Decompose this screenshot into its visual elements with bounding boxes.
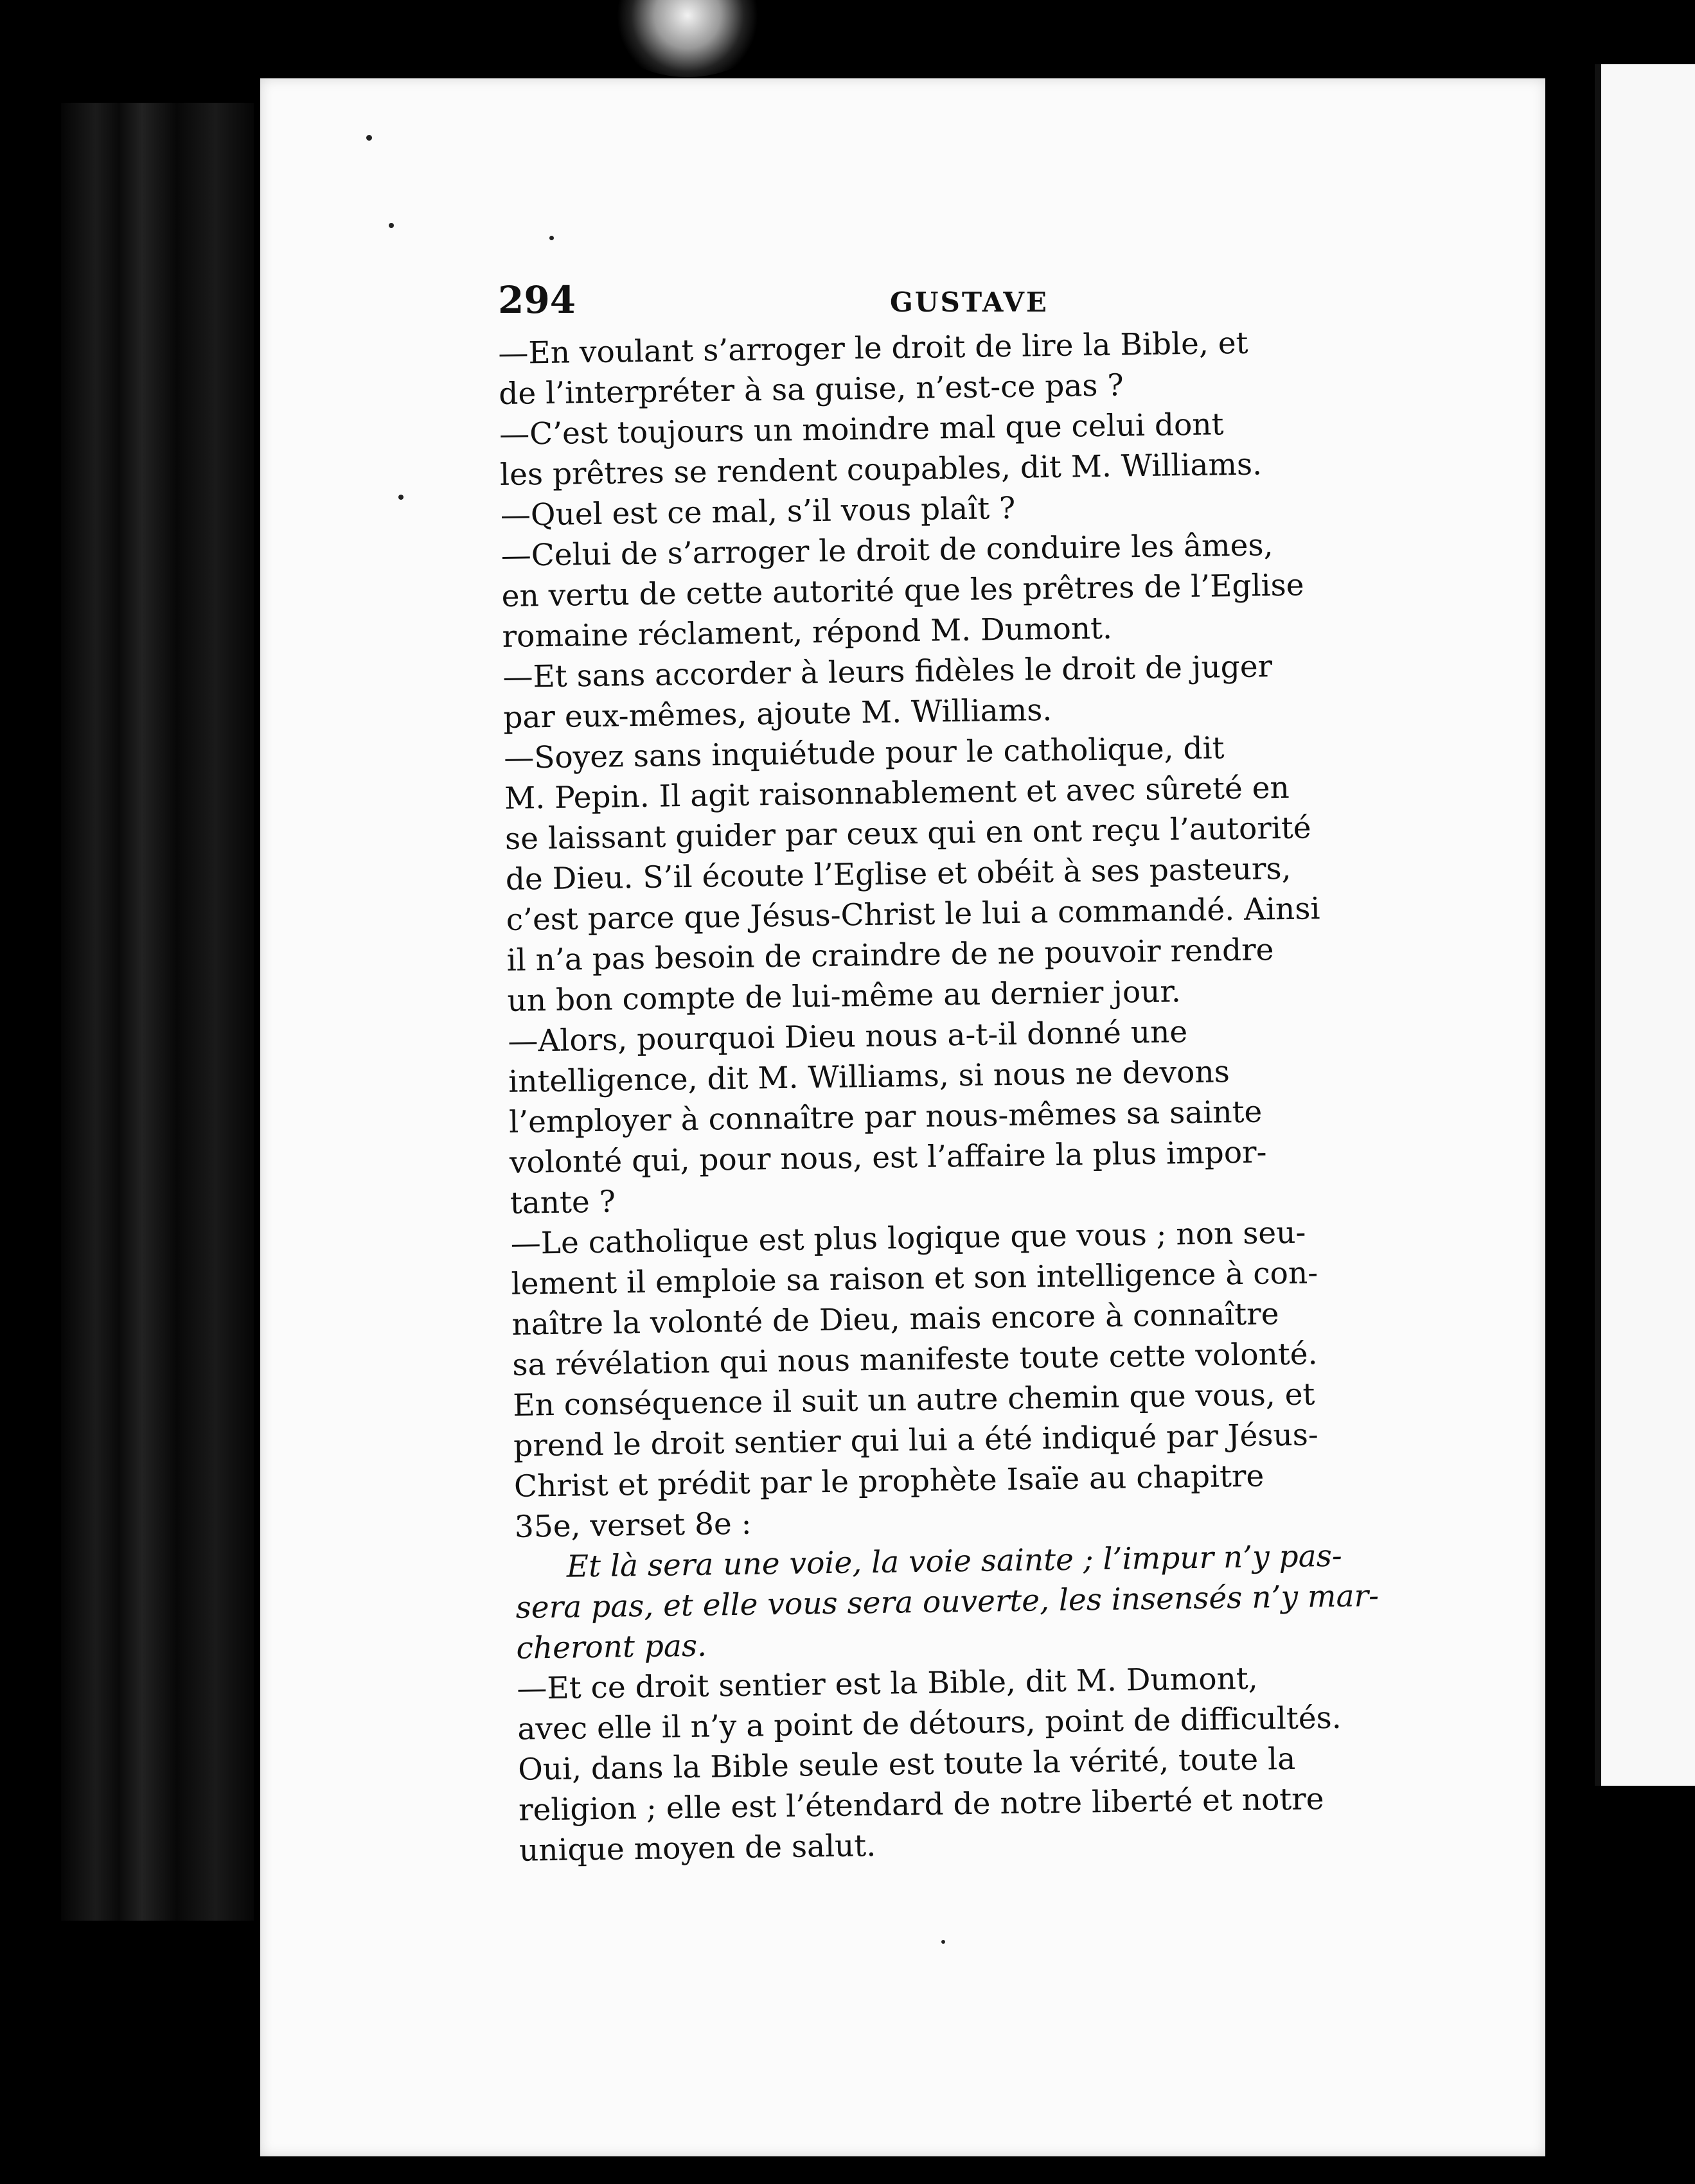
body-text	[498, 320, 1470, 1871]
text-line: c’est parce que Jésus-Christ le lui a commandé. Ainsi	[506, 891, 1320, 938]
text-line: —Alors, pourquoi Dieu nous a-t-il donné une	[508, 1014, 1188, 1059]
text-line: —En voulant s’arroger le droit de lire la Bible, et	[498, 325, 1248, 371]
text-line: 35e, verset 8e :	[514, 1506, 752, 1545]
text-line: —Et ce droit sentier est la Bible, dit M. Dumont,	[517, 1660, 1259, 1707]
text-line: se laissant guider par ceux qui en ont reçu l’autorité	[504, 810, 1311, 857]
speck	[549, 236, 554, 240]
text-line: Oui, dans la Bible seule est toute la vérité, toute la	[517, 1741, 1296, 1788]
text-line: En conséquence il suit un autre chemin que vous, et	[512, 1377, 1315, 1423]
text-line: —Soyez sans inquiétude pour le catholique, dit	[503, 730, 1225, 776]
speck	[389, 223, 394, 228]
text-line: intelligence, dit M. Williams, si nous ne devons	[508, 1054, 1230, 1100]
text-line: romaine réclament, répond M. Dumont.	[502, 610, 1113, 655]
speck	[398, 495, 404, 500]
text-line: Christ et prédit par le prophète Isaïe au chapitre	[513, 1458, 1265, 1504]
text-line: en vertu de cette autorité que les prêtres de l’Eglise	[501, 567, 1304, 614]
text-line: les prêtres se rendent coupables, dit M. Williams.	[499, 446, 1263, 493]
text-line: —Et sans accorder à leurs fidèles le droit de juger	[502, 649, 1273, 695]
speck	[941, 1940, 945, 1944]
text-line: prend le droit sentier qui lui a été indiqué par Jésus-	[513, 1417, 1319, 1464]
text-line: M. Pepin. Il agit raisonnablement et avec sûreté en	[504, 770, 1290, 816]
quote-line: sera pas, et elle vous sera ouverte, les insensés n’y mar-	[515, 1578, 1380, 1626]
adjacent-page-edge	[1595, 64, 1695, 1786]
running-title: GUSTAVE	[890, 286, 1049, 318]
book-spine-edge	[61, 103, 254, 1921]
speck	[366, 135, 372, 141]
text-line: il n’a pas besoin de craindre de ne pouvoir rendre	[506, 932, 1274, 978]
text-line: par eux-mêmes, ajoute M. Williams.	[502, 692, 1052, 735]
book-page	[260, 78, 1545, 2156]
text-line: un bon compte de lui-même au dernier jour.	[507, 974, 1182, 1019]
text-line: sa révélation qui nous manifeste toute cette volonté.	[512, 1336, 1318, 1383]
text-line: avec elle il n’y a point de détours, point de difficultés.	[517, 1700, 1342, 1747]
text-line: —Le catholique est plus logique que vous ; non seu-	[510, 1215, 1306, 1262]
text-line: volonté qui, pour nous, est l’affaire la plus impor-	[509, 1134, 1267, 1181]
text-line: de Dieu. S’il écoute l’Eglise et obéit à ses pasteurs,	[505, 850, 1291, 897]
text-line: religion ; elle est l’étendard de notre liberté et notre	[518, 1781, 1324, 1828]
top-stain	[617, 0, 758, 77]
text-line: l’employer à connaître par nous-mêmes sa sainte	[508, 1094, 1263, 1140]
text-line: lement il emploie sa raison et son intelligence à con-	[511, 1255, 1318, 1302]
text-line: tante ?	[510, 1184, 616, 1221]
text-line: —Celui de s’arroger le droit de conduire les âmes,	[501, 527, 1273, 574]
quote-line: Et là sera une voie, la voie sainte ; l’impur n’y pas-	[566, 1538, 1343, 1585]
text-line: —C’est toujours un moindre mal que celui dont	[499, 407, 1224, 452]
text-line: naître la volonté de Dieu, mais encore à connaître	[511, 1296, 1279, 1343]
quote-line: cheront pas.	[516, 1628, 707, 1666]
text-line: de l’interpréter à sa guise, n’est-ce pas ?	[498, 367, 1124, 412]
text-line: unique moyen de salut.	[519, 1828, 876, 1869]
text-line: —Quel est ce mal, s’il vous plaît ?	[500, 490, 1016, 533]
page-number: 294	[498, 278, 576, 322]
